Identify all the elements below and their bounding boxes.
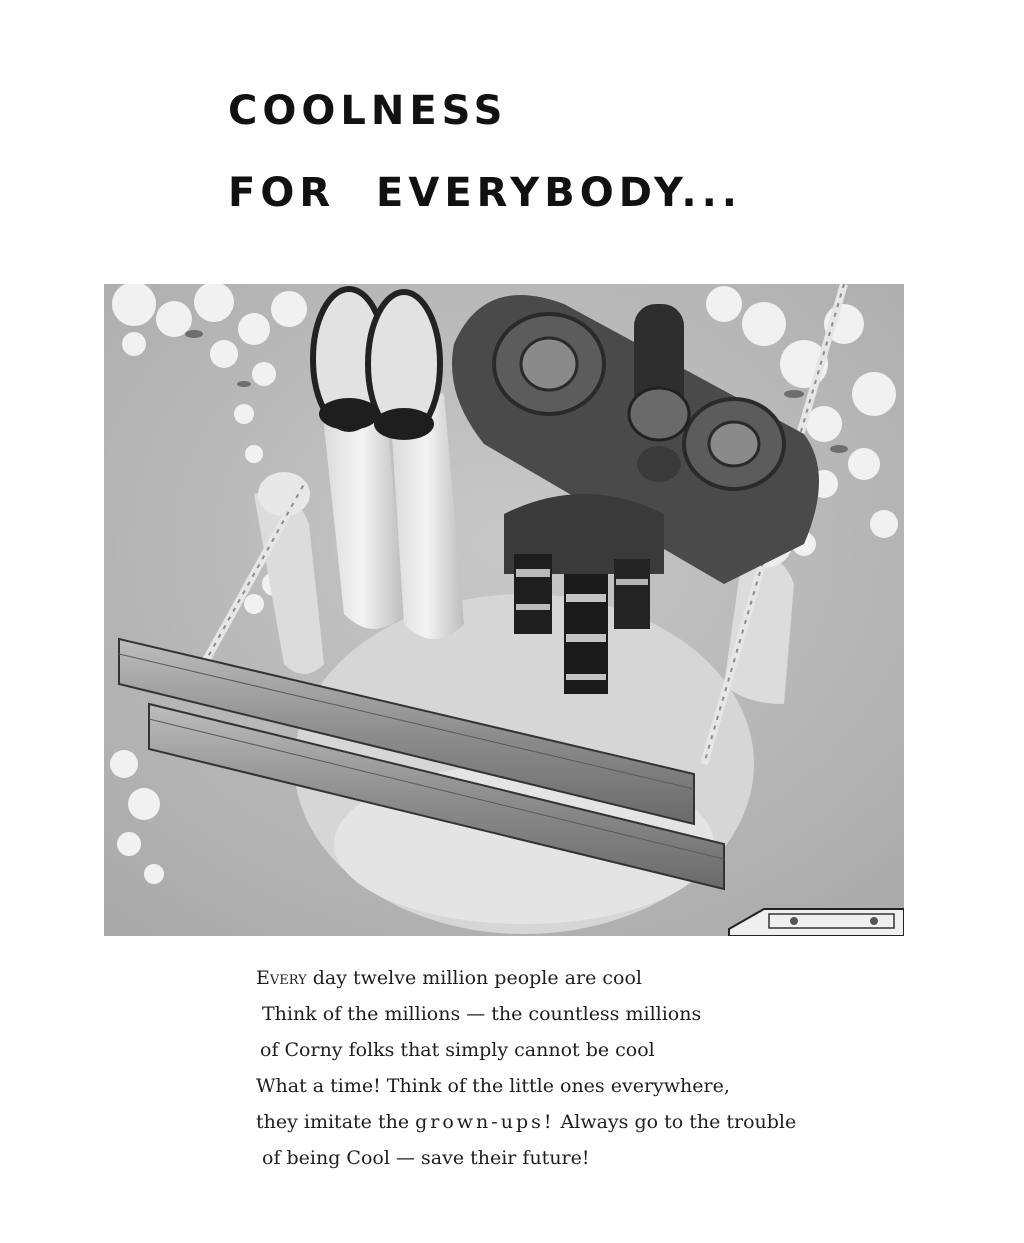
- headline-line-2: FOR EVERYBODY...: [228, 170, 742, 216]
- product-box: [729, 909, 904, 936]
- body-line-6: of being Cool — save their future!: [262, 1147, 590, 1169]
- body-line-5-c: Always go to the trouble: [554, 1111, 797, 1133]
- body-line-1-rest: day twelve million people are cool: [306, 967, 642, 989]
- headline-line-1: COOLNESS: [228, 88, 508, 134]
- body-line-1-lead: Every: [256, 967, 307, 989]
- body-line-4: What a time! Think of the little ones everywhere,: [256, 1075, 730, 1097]
- swing-camera-photo: [104, 284, 904, 936]
- body-line-5-b: grown-ups!: [415, 1111, 555, 1133]
- body-copy: [256, 960, 856, 1176]
- body-line-5: [256, 1104, 856, 1140]
- body-line-2: Think of the millions — the countless millions: [262, 1003, 702, 1025]
- collage-illustration: [104, 284, 904, 936]
- body-line-5-a: they imitate the: [256, 1111, 416, 1133]
- body-line-1: [256, 960, 856, 996]
- body-line-3: of Corny folks that simply cannot be cool: [260, 1039, 655, 1061]
